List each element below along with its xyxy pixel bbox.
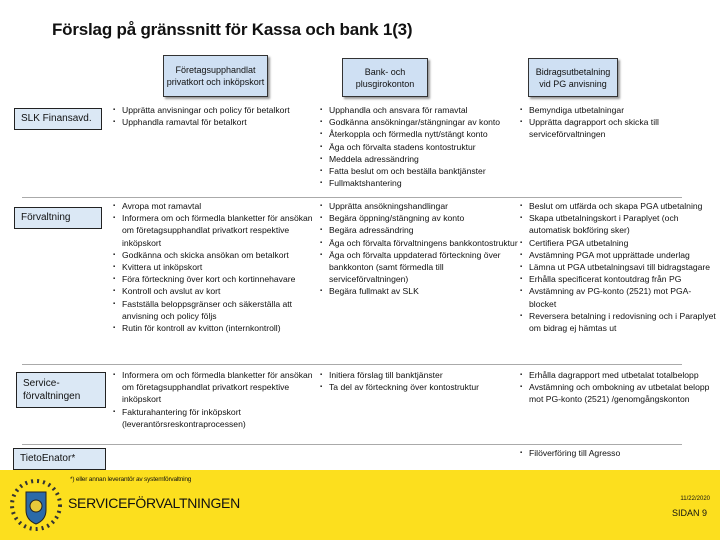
row-forvaltning-col3 — [520, 200, 716, 334]
bullet-item: ▪ Informera om och förmedla blanketter för ansökan om företagsupphandlat privatkort respektive inköpskort — [113, 369, 318, 406]
bullet-item: ▪ Avstämning PGA mot upprättade underlag — [520, 249, 716, 261]
bullet-item: ▪ Reversera betalning i redovisning och i Paraplyet om bidrag ej hämtas ut — [520, 310, 716, 334]
slide-title: Förslag på gränssnitt för Kassa och bank 1(3) — [52, 20, 413, 39]
page-number: SIDAN 9 — [671, 508, 707, 518]
stockholm-seal-logo — [8, 472, 64, 538]
bullet-item: ▪ Lämna ut PGA utbetalningsavi till bidragstagare — [520, 261, 716, 273]
brand-name: SERVICEFÖRVALTNINGEN — [68, 495, 240, 511]
row-forvaltning-col2 — [320, 200, 518, 298]
bullet-item: ▪ Begära adressändring — [320, 224, 518, 236]
row-label-tietoenator: TietoEnator* — [13, 448, 106, 470]
bullet-item: ▪ Godkänna ansökningar/stängningar av konto — [320, 116, 518, 128]
row-divider — [22, 444, 682, 445]
row-service-col1 — [113, 369, 318, 430]
bullet-item: ▪ Äga och förvalta stadens kontostruktur — [320, 141, 518, 153]
bullet-item: ▪ Skapa utbetalningskort i Paraplyet (och automatisk bokföring sker) — [520, 212, 716, 236]
row-slk-col3 — [520, 104, 716, 141]
bullet-item: ▪ Fastställa beloppsgränser och säkerställa att anvisning och policy följs — [113, 298, 318, 322]
bullet-item: ▪ Initiera förslag till banktjänster — [320, 369, 518, 381]
column-header-bank: Bank- och plusgirokonton — [342, 58, 428, 97]
column-header-cards: Företagsupphandlat privatkort och inköpskort — [163, 55, 268, 97]
bullet-item: ▪ Äga och förvalta uppdaterad förteckning över bankkonton (samt förmedla till serviceförvaltningen) — [320, 249, 518, 286]
row-forvaltning-col1 — [113, 200, 318, 334]
column-header-pg: Bidragsutbetalning vid PG anvisning — [528, 58, 618, 97]
bullet-item: ▪ Upphandla ramavtal för betalkort — [113, 116, 318, 128]
bullet-item: ▪ Kvittera ut inköpskort — [113, 261, 318, 273]
bullet-item: ▪ Äga och förvalta förvaltningens bankkontostruktur — [320, 237, 518, 249]
bullet-item: ▪ Avstämning och ombokning av utbetalat belopp mot PG-konto (2521) /genomgångskonton — [520, 381, 716, 405]
bullet-item: ▪ Beslut om utfärda och skapa PGA utbetalning — [520, 200, 716, 212]
bullet-item: ▪ Ta del av förteckning över kontostruktur — [320, 381, 518, 393]
bullet-item: ▪ Rutin för kontroll av kvitton (internkontroll) — [113, 322, 318, 334]
row-slk-col1 — [113, 104, 318, 128]
bullet-item: ▪ Kontroll och avslut av kort — [113, 285, 318, 297]
bullet-item: ▪ Godkänna och skicka ansökan om betalkort — [113, 249, 318, 261]
bullet-item: ▪ Återkoppla och förmedla nytt/stängt konto — [320, 128, 518, 140]
slide-date: 11/22/2020 — [680, 496, 710, 502]
bullet-item: ▪ Filöverföring till Agresso — [520, 447, 716, 459]
bullet-item: ▪ Erhålla specificerat kontoutdrag från PG — [520, 273, 716, 285]
bullet-item: ▪ Föra förteckning över kort och kortinnehavare — [113, 273, 318, 285]
row-tietoenator-col3 — [520, 447, 716, 459]
bullet-item: ▪ Informera om och förmedla blanketter för ansökan om företagsupphandlat privatkort respektive inköpskort — [113, 212, 318, 249]
bullet-item: ▪ Avstämning av PG-konto (2521) mot PGA-blocket — [520, 285, 716, 309]
footnote: *) eller annan leverantör av systemförvaltning — [70, 476, 192, 483]
bullet-item: ▪ Fakturahantering för inköpskort (leverantörsreskontraprocessen) — [113, 406, 318, 430]
row-slk-col2 — [320, 104, 518, 189]
bullet-item: ▪ Upprätta dagrapport och skicka till serviceförvaltningen — [520, 116, 716, 140]
bullet-item: ▪ Meddela adressändring — [320, 153, 518, 165]
row-label-forvaltning: Förvaltning — [14, 207, 102, 229]
bullet-item: ▪ Fatta beslut om och beställa banktjänster — [320, 165, 518, 177]
bullet-item: ▪ Upprätta anvisningar och policy för betalkort — [113, 104, 318, 116]
row-label-slk: SLK Finansavd. — [14, 108, 102, 130]
bullet-item: ▪ Fullmaktshantering — [320, 177, 518, 189]
row-label-service: Service-förvaltningen — [16, 372, 106, 408]
row-divider — [22, 197, 682, 198]
bullet-item: ▪ Erhålla dagrapport med utbetalat totalbelopp — [520, 369, 716, 381]
bullet-item: ▪ Avropa mot ramavtal — [113, 200, 318, 212]
bullet-item: ▪ Upphandla och ansvara för ramavtal — [320, 104, 518, 116]
bullet-item: ▪ Begära fullmakt av SLK — [320, 285, 518, 297]
row-service-col3 — [520, 369, 716, 406]
bullet-item: ▪ Certifiera PGA utbetalning — [520, 237, 716, 249]
bullet-item: ▪ Bemyndiga utbetalningar — [520, 104, 716, 116]
row-service-col2 — [320, 369, 518, 393]
bullet-item: ▪ Upprätta ansökningshandlingar — [320, 200, 518, 212]
bullet-item: ▪ Begära öppning/stängning av konto — [320, 212, 518, 224]
row-divider — [22, 364, 682, 365]
